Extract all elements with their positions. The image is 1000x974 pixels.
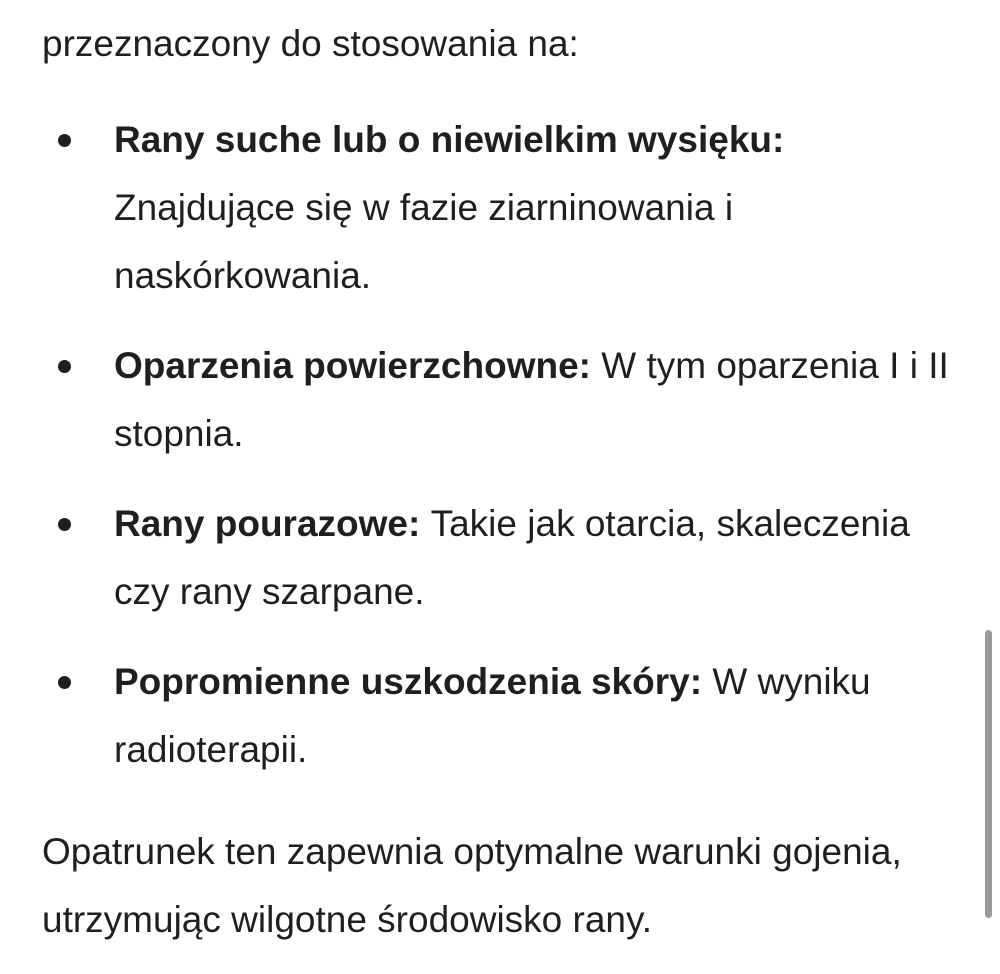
bullet-icon <box>58 676 71 689</box>
document-body <box>42 10 952 954</box>
item-term: Popromienne uszkodzenia skóry: <box>114 661 713 702</box>
item-description: W tym oparzenia I i II stopnia. <box>114 345 949 454</box>
item-description: W wyniku radioterapii. <box>114 661 871 770</box>
vertical-scrollbar[interactable] <box>985 630 992 918</box>
list-item <box>42 648 952 784</box>
item-term: Rany suche lub o niewielkim wysięku: <box>114 119 785 160</box>
item-description: Takie jak otarcia, skaleczenia czy rany szarpane. <box>114 503 910 612</box>
list-item <box>42 106 952 310</box>
bullet-icon <box>58 518 71 531</box>
closing-paragraph: Opatrunek ten zapewnia optymalne warunki gojenia, utrzymując wilgotne środowisko rany. <box>42 831 902 940</box>
item-description: Znajdujące się w fazie ziarninowania i naskórkowania. <box>114 187 734 296</box>
bullet-icon <box>58 134 71 147</box>
list-item <box>42 490 952 626</box>
list-item <box>42 332 952 468</box>
bullet-icon <box>58 360 71 373</box>
intro-paragraph: przeznaczony do stosowania na: <box>42 23 579 64</box>
item-term: Rany pourazowe: <box>114 503 431 544</box>
item-term: Oparzenia powierzchowne: <box>114 345 602 386</box>
indication-list <box>42 106 952 784</box>
